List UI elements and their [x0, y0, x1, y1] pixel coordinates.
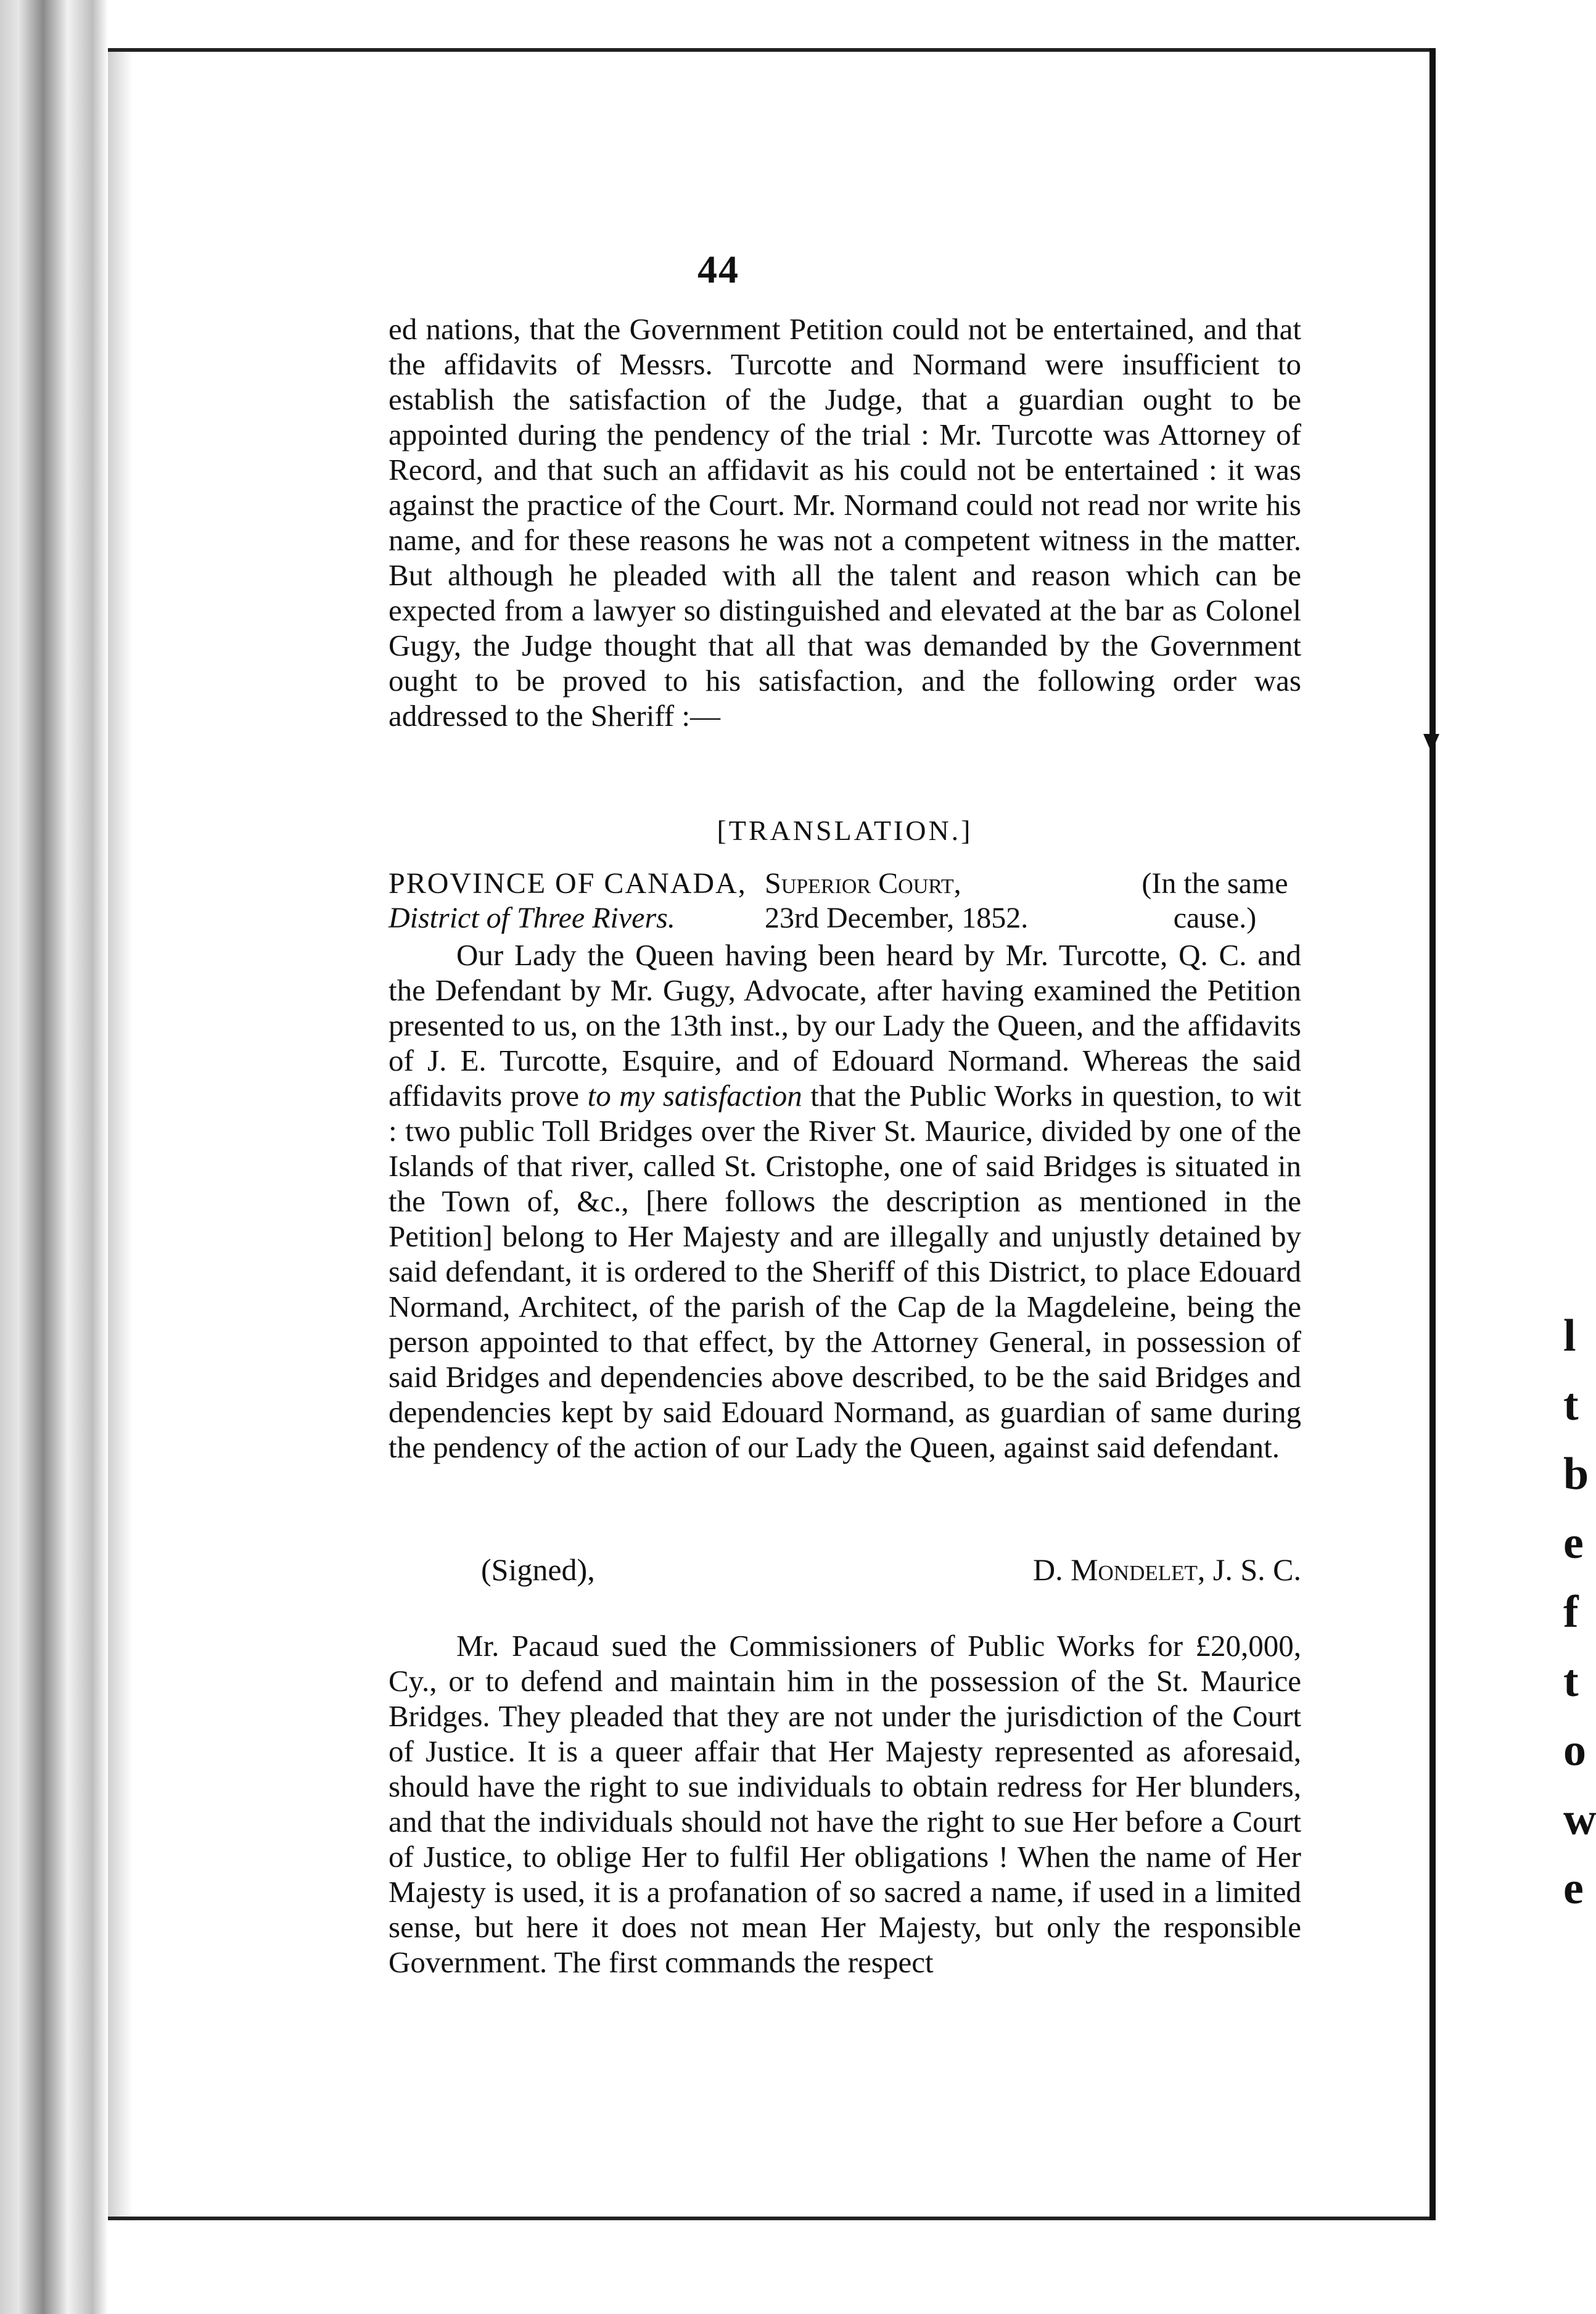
- signed-label: (Signed),: [481, 1552, 595, 1587]
- next-page-fragment: l t b e f t o w e: [1563, 1311, 1596, 1914]
- judge-name: D. Mondelet, J. S. C.: [1032, 1552, 1301, 1587]
- paragraph-opening: [389, 311, 1301, 733]
- court-block: [765, 867, 1116, 936]
- page-number: 44: [697, 247, 739, 291]
- page-edge-bottom: [108, 2217, 1434, 2220]
- province-label: PROVINCE OF CANADA,: [389, 867, 747, 900]
- court-date: 23rd December, 1852.: [765, 902, 1029, 934]
- scan-binding-edge: [0, 0, 108, 2314]
- province-block: [389, 867, 759, 936]
- fold-marker-icon: [1423, 734, 1439, 752]
- district-label: District of Three Rivers.: [389, 902, 675, 934]
- paragraph-text: ed nations, that the Government Petition could not be entertained, and that the affidavits of Messrs. Turcotte and Normand were insufficient to establish the satisfaction of the Judge, that a guardian ought to be appointed during the pendency of the trial : Mr. Turcotte was Attorney of Record, and that such an affidavit as his could not be entertained : it was against the practice of the Court. Mr. Normand could not read nor write his name, and for these reasons he was not a competent witness in the matter. But although he pleaded with all the talent and reason which can be expected from a lawyer so distinguished and elevated at the bar as Colonel Gugy, the Judge thought that all that was demanded by the Government ought to be proved to his satisfaction, and the following order was addressed to the Sheriff :—: [389, 312, 1301, 733]
- paragraph-pacaud: [389, 1628, 1301, 1980]
- order-paragraph: [389, 937, 1301, 1465]
- page-gutter-shadow: [108, 49, 133, 2220]
- cause-note: [1122, 867, 1307, 936]
- page-edge-right: [1429, 48, 1436, 2220]
- page-edge-top: [108, 48, 1434, 52]
- court-name: Superior Court,: [765, 867, 961, 900]
- order-text: Our Lady the Queen having been heard by Mr. Turcotte, Q. C. and the Defendant by Mr. Gugy, Advocate, after having examined the Petition presented to us, on the 13th inst., by our Lady the Queen, and the affidavits of J. E. Turcotte, Esquire, and of Edouard Normand. Whereas the said affidavits prove to my satisfaction that the Public Works in question, to wit : two public Toll Bridges over the River St. Maurice, divided by one of the Islands of that river, called St. Cristophe, one of said Bridges is situated in the Town of, &c., [here follows the description as mentioned in the Petition] belong to Her Majesty and are illegally and unjustly detained by said defendant, it is ordered to the Sheriff of this District, to place Edouard Normand, Architect, of the parish of the Cap de la Magdeleine, being the person appointed to that effect, by the Attorney General, in possession of said Bridges and dependencies above described, to be the said Bridges and dependencies kept by said Edouard Normand, as guardian of same during the pendency of the action of our Lady the Queen, against said defendant.: [389, 938, 1301, 1464]
- cause-line-2: cause.): [1173, 902, 1257, 934]
- translation-heading: [TRANSLATION.]: [717, 815, 973, 846]
- order-emphasis: to my satisfaction: [587, 1079, 802, 1113]
- paragraph-text: Mr. Pacaud sued the Commissioners of Public Works for £20,000, Cy., or to defend and maintain him in the possession of the St. Maurice Bridges. They pleaded that they are not under the jurisdiction of the Court of Justice. It is a queer affair that Her Majesty represented as aforesaid, should have the right to sue individuals to obtain redress for Her blunders, and that the individuals should not have the right to sue Her before a Court of Justice, to oblige Her to fulfil Her obligations ! When the name of Her Majesty is used, it is a profanation of so sacred a name, if used in a limited sense, but here it does not mean Her Majesty, but only the responsible Government. The first commands the respect: [389, 1629, 1301, 1979]
- cause-line-1: (In the same: [1141, 867, 1288, 900]
